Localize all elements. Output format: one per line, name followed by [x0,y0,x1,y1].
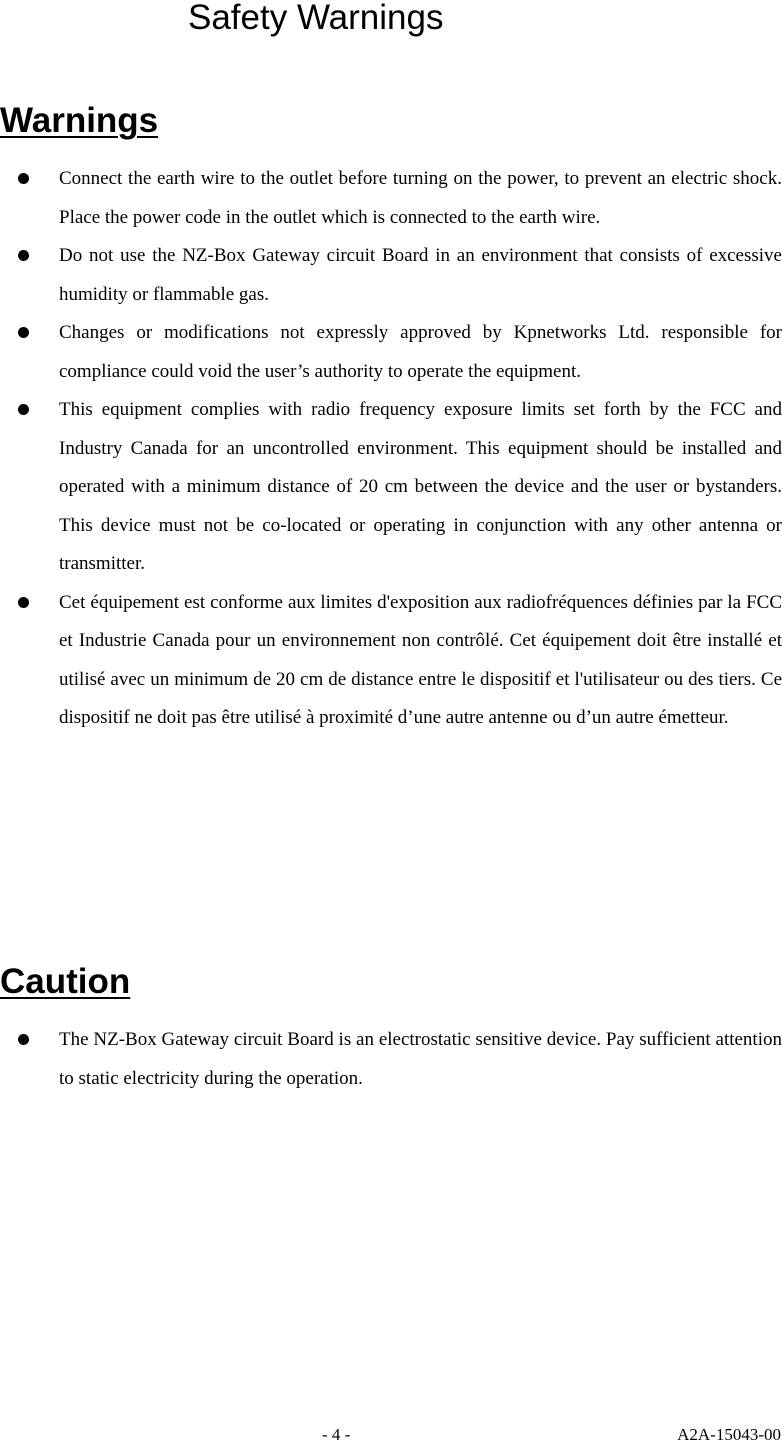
bullet-icon [18,250,29,261]
bullet-icon [18,173,29,184]
warning-item-earth-wire [0,160,782,237]
warning-text: This equipment complies with radio frequency exposure limits set forth by the FCC and Industry Canada for an uncontrolled environment. This equipment should be installed and operated with a minimum distance of 20 cm between the device and the user or bystanders. This device must not be co-located or operating in conjunction with any other antenna or transmitter. [59,399,782,574]
caution-text: The NZ-Box Gateway circuit Board is an electrostatic sensitive device. Pay sufficient attention to static electricity during the operation. [59,1029,782,1089]
bullet-icon [18,597,29,608]
warning-item-rf-exposure-fr [0,584,782,738]
caution-heading: Caution [0,962,131,1001]
footer-page-number: - 4 - [322,1425,351,1444]
warning-text: Do not use the NZ-Box Gateway circuit Board in an environment that consists of excessive humidity or flammable gas. [59,245,782,305]
warning-text: Changes or modifications not expressly approved by Kpnetworks Ltd. responsible for compliance could void the user’s authority to operate the equipment. [59,322,782,382]
caution-item-electrostatic [0,1021,782,1098]
warning-item-rf-exposure-en [0,391,782,584]
warning-item-modifications [0,314,782,391]
warnings-heading: Warnings [0,101,159,140]
bullet-icon [18,327,29,338]
bullet-icon [18,1034,29,1045]
warning-item-environment [0,237,782,314]
warning-text: Cet équipement est conforme aux limites d'exposition aux radiofréquences définies par la FCC et Industrie Canada pour un environnement non contrôlé. Cet équipement doit être installé et utilisé avec un minimum de 20 cm de distance entre le dispositif et l'utilisateur ou des tiers. Ce dispositif ne doit pas être utilisé à proximité d’une autre antenne ou d’un autre émetteur. [59,591,782,728]
bullet-icon [18,404,29,415]
footer-doc-code: A2A-15043-00 [677,1425,781,1444]
caution-list [0,1021,782,1098]
page-title: Safety Warnings [188,0,444,37]
warning-text: Connect the earth wire to the outlet before turning on the power, to prevent an electric shock. Place the power code in the outlet which is connected to the earth wire. [59,168,782,228]
warnings-list [0,160,782,738]
